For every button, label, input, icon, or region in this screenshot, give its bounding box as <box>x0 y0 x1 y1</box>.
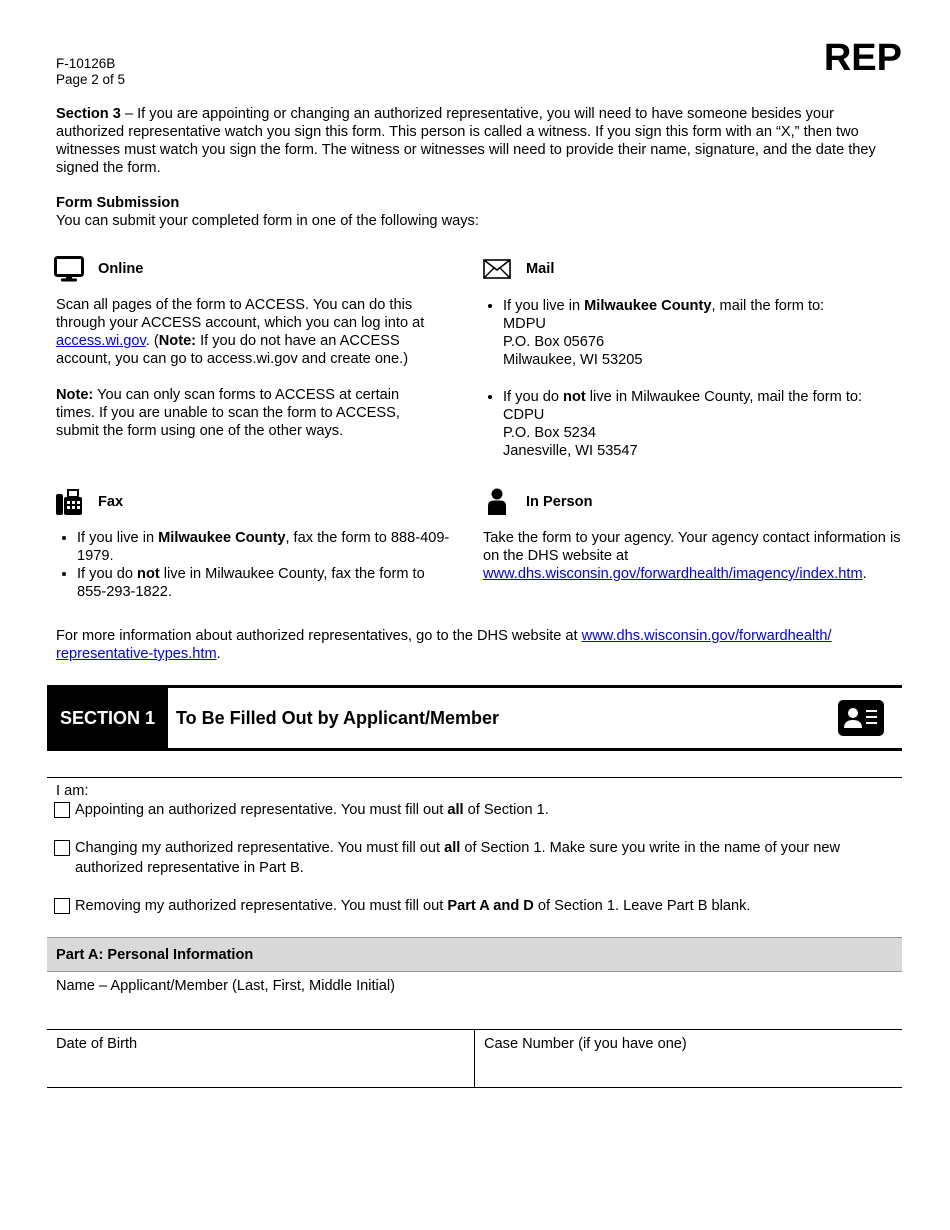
online-note2-label: Note: <box>56 387 94 403</box>
address-line: P.O. Box 05676 <box>503 334 605 350</box>
in-person-title: In Person <box>526 494 593 510</box>
mail-address-1 <box>503 315 902 369</box>
address-line: MDPU <box>503 316 546 332</box>
opt2-text-b: of Section 1. Make sure you write in the name of your new authorized representative in Part B. <box>75 840 840 876</box>
section3-lead: Section 3 <box>56 106 121 122</box>
fax-item1-text-a: If you live in <box>77 530 159 546</box>
mail-item1-text-b: , mail the form to: <box>711 298 825 314</box>
online-text-a: Scan all pages of the form to ACCESS. You can do this through your ACCESS account, which you can log into at <box>56 297 425 331</box>
page-number: Page 2 of 5 <box>56 72 126 87</box>
online-heading <box>54 254 143 284</box>
fax-item1-bold: Milwaukee County <box>158 530 286 546</box>
in-person-end: . <box>862 566 867 582</box>
mail-item2-text-b: live in Milwaukee County, mail the form to: <box>585 389 863 405</box>
mail-list <box>482 297 902 369</box>
dob-field[interactable] <box>47 1053 473 1086</box>
form-id-block <box>56 56 125 88</box>
online-note2-text: You can only scan forms to ACCESS at certain times. If you are unable to scan the form to ACCESS, submit the form using one of the other ways. <box>56 387 400 439</box>
divider <box>47 1087 902 1088</box>
change-checkbox[interactable] <box>54 840 70 856</box>
submission-intro: You can submit your completed form in one of the following ways: <box>56 213 479 229</box>
in-person-heading <box>482 487 593 517</box>
more-info-text: For more information about authorized representatives, go to the DHS website at <box>56 628 582 644</box>
fax-icon <box>54 487 84 517</box>
mail-list-2 <box>482 388 902 460</box>
part-a-heading: Part A: Personal Information <box>47 937 902 972</box>
opt1-text-a: Appointing an authorized representative. You must fill out <box>75 802 448 818</box>
in-person-text: Take the form to your agency. Your agency contact information is on the DHS website at <box>483 530 901 564</box>
section3-text: – If you are appointing or changing an authorized representative, you will need to have someone besides your authorized representative watch you sign this form. This person is called a witness. If you sign this form with an “X,” then two witnesses must watch you sign the form. The witness or witnesses will need to provide their name, signature, and the date they signed the form. <box>56 106 876 176</box>
options-intro: I am: <box>56 783 89 799</box>
mail-item1-bold: Milwaukee County <box>584 298 712 314</box>
mail-item-milwaukee <box>503 297 902 369</box>
in-person-paragraph <box>483 529 903 583</box>
submission-heading: Form Submission <box>56 195 180 211</box>
form-code: REP <box>823 37 902 79</box>
online-text-b: . ( <box>145 333 159 349</box>
case-number-field[interactable] <box>476 1053 902 1086</box>
opt2-text-a: Changing my authorized representative. You must fill out <box>75 840 445 856</box>
change-label <box>75 838 904 878</box>
mail-heading <box>482 254 554 284</box>
more-info-end: . <box>216 646 221 662</box>
fax-list <box>56 529 456 601</box>
remove-checkbox[interactable] <box>54 898 70 914</box>
link-part: representative-types.htm <box>56 646 217 662</box>
opt3-text-a: Removing my authorized representative. You must fill out <box>75 898 448 914</box>
online-paragraph-2 <box>56 386 436 440</box>
mail-address-2 <box>503 406 902 460</box>
more-info-paragraph <box>56 627 906 663</box>
section3-paragraph <box>56 105 896 177</box>
name-field-label: Name – Applicant/Member (Last, First, Middle Initial) <box>56 978 396 994</box>
fax-item-milwaukee <box>77 529 456 565</box>
appoint-label <box>75 801 549 819</box>
option-change <box>54 839 904 878</box>
online-title: Online <box>98 261 144 277</box>
fax-item-other <box>77 565 456 601</box>
section1-label: SECTION 1 <box>47 688 168 748</box>
agency-link[interactable]: www.dhs.wisconsin.gov/forwardhealth/imagency/index.htm <box>483 566 863 582</box>
link-part: www.dhs.wisconsin.gov/forwardhealth/ <box>581 628 832 644</box>
fax-title: Fax <box>98 494 124 510</box>
address-line: P.O. Box 5234 <box>503 425 597 441</box>
divider <box>47 777 902 778</box>
mail-item2-text-a: If you do <box>503 389 564 405</box>
fax-heading <box>54 487 123 517</box>
section1-title: To Be Filled Out by Applicant/Member <box>176 708 500 728</box>
column-divider <box>474 1029 475 1087</box>
online-text-c: If you do not have an ACCESS account, you can go to access.wi.gov and create one.) <box>56 333 409 367</box>
name-field[interactable] <box>47 994 902 1028</box>
fax-item2-text-b: live in Milwaukee County, fax the form to 855-293-1822. <box>77 566 425 600</box>
id-card-icon <box>838 688 902 748</box>
section1-header <box>47 685 902 751</box>
address-line: CDPU <box>503 407 545 423</box>
mail-title: Mail <box>526 261 555 277</box>
option-remove <box>54 897 904 915</box>
option-appoint <box>54 801 904 819</box>
opt1-text-b: of Section 1. <box>463 802 549 818</box>
fax-item1-text-b: , fax the form to 888-409-1979. <box>77 530 450 564</box>
fax-item2-text-a: If you do <box>77 566 138 582</box>
monitor-icon <box>54 254 84 284</box>
case-number-label: Case Number (if you have one) <box>484 1036 687 1052</box>
appoint-checkbox[interactable] <box>54 802 70 818</box>
mail-item2-bold: not <box>563 389 586 405</box>
opt2-bold: all <box>444 840 461 856</box>
mail-item1-text-a: If you live in <box>503 298 585 314</box>
dob-field-label: Date of Birth <box>56 1036 138 1052</box>
fax-item2-bold: not <box>137 566 160 582</box>
opt3-text-b: of Section 1. Leave Part B blank. <box>533 898 751 914</box>
online-paragraph-1 <box>56 296 456 368</box>
address-line: Milwaukee, WI 53205 <box>503 352 643 368</box>
remove-label <box>75 897 750 915</box>
address-line: Janesville, WI 53547 <box>503 443 638 459</box>
mail-item-other <box>503 388 902 460</box>
online-note-label: Note: <box>158 333 197 349</box>
opt1-bold: all <box>447 802 464 818</box>
person-icon <box>482 487 512 517</box>
access-link[interactable]: access.wi.gov <box>56 333 146 349</box>
opt3-bold: Part A and D <box>447 898 534 914</box>
envelope-icon <box>482 254 512 284</box>
form-number: F-10126B <box>56 56 116 71</box>
